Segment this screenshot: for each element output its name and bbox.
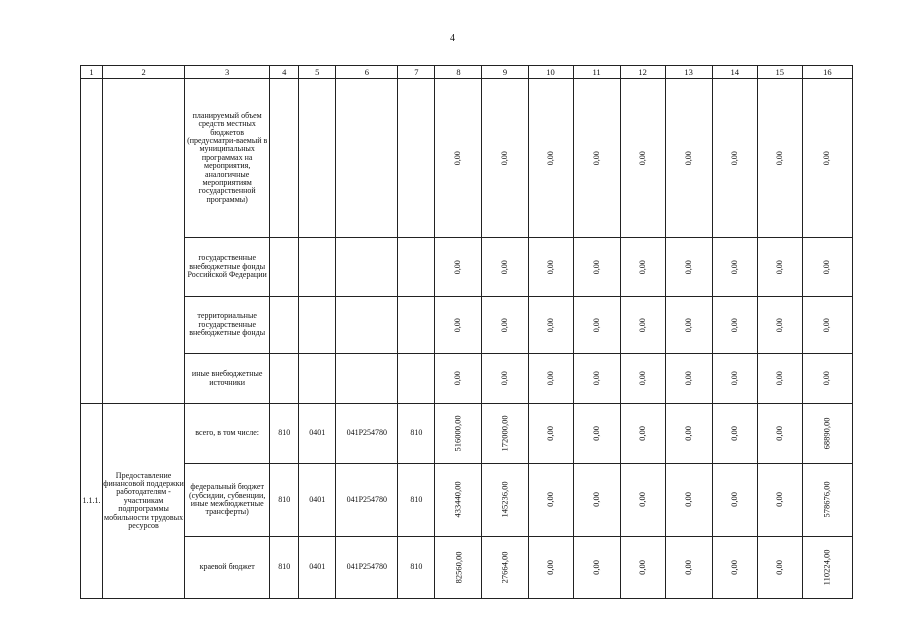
value-cell xyxy=(712,404,757,464)
value-text: 145236,00 xyxy=(499,481,510,518)
code-cell xyxy=(299,297,336,354)
column-header: 4 xyxy=(270,66,299,79)
column-header: 1 xyxy=(81,66,103,79)
value-text: 0,00 xyxy=(683,425,694,441)
value-cell xyxy=(665,297,712,354)
funding-source: федеральный бюджет (субсидии, субвенции, иные межбюджетные трансферты) xyxy=(185,464,270,537)
value-cell xyxy=(620,297,665,354)
value-text: 578676,00 xyxy=(821,481,832,518)
code-cell xyxy=(270,354,299,404)
value-cell xyxy=(757,537,802,599)
value-cell xyxy=(435,354,482,404)
code-cell: 810 xyxy=(270,464,299,537)
value-cell xyxy=(665,404,712,464)
value-text: 82560,00 xyxy=(452,551,463,584)
column-header: 12 xyxy=(620,66,665,79)
table-row xyxy=(81,79,853,238)
table-row xyxy=(81,404,853,464)
code-cell: 041P254780 xyxy=(336,537,398,599)
value-cell xyxy=(482,297,528,354)
code-cell: 810 xyxy=(270,537,299,599)
value-cell xyxy=(435,297,482,354)
value-text: 0,00 xyxy=(637,425,648,441)
code-cell xyxy=(299,238,336,297)
value-text: 0,00 xyxy=(453,371,463,386)
value-text: 0,00 xyxy=(591,371,601,386)
funding-source: иные внебюджетные источники xyxy=(185,354,270,404)
value-cell xyxy=(482,404,528,464)
funding-source: всего, в том числе: xyxy=(185,404,270,464)
value-text: 0,00 xyxy=(729,317,739,332)
value-text: 433440,00 xyxy=(452,481,463,518)
value-text: 0,00 xyxy=(637,371,647,386)
value-cell xyxy=(757,404,802,464)
code-cell: 810 xyxy=(270,404,299,464)
value-cell xyxy=(712,464,757,537)
code-cell: 0401 xyxy=(299,537,336,599)
value-cell xyxy=(435,537,482,599)
value-text: 0,00 xyxy=(774,150,784,165)
value-cell xyxy=(528,464,573,537)
value-cell xyxy=(757,354,802,404)
value-cell xyxy=(528,354,573,404)
value-cell xyxy=(712,297,757,354)
code-cell xyxy=(336,354,398,404)
value-cell xyxy=(757,464,802,537)
column-header: 11 xyxy=(573,66,620,79)
code-cell xyxy=(398,354,435,404)
value-text: 0,00 xyxy=(637,492,648,508)
value-cell xyxy=(802,79,852,238)
value-text: 0,00 xyxy=(499,150,509,165)
value-text: 0,00 xyxy=(822,259,832,274)
code-cell: 810 xyxy=(398,404,435,464)
value-text: 0,00 xyxy=(774,259,784,274)
value-cell xyxy=(528,297,573,354)
table-row xyxy=(81,537,853,599)
value-cell xyxy=(528,79,573,238)
value-cell xyxy=(482,79,528,238)
value-text: 27664,00 xyxy=(499,551,510,584)
value-text: 0,00 xyxy=(683,492,694,508)
column-header: 10 xyxy=(528,66,573,79)
value-text: 0,00 xyxy=(453,317,463,332)
value-cell xyxy=(482,354,528,404)
code-cell xyxy=(398,238,435,297)
code-cell: 0401 xyxy=(299,404,336,464)
value-cell xyxy=(573,79,620,238)
value-text: 0,00 xyxy=(545,425,556,441)
column-header: 16 xyxy=(802,66,852,79)
table-row xyxy=(81,354,853,404)
page-number: 4 xyxy=(450,33,455,44)
value-cell xyxy=(573,464,620,537)
value-text: 0,00 xyxy=(637,317,647,332)
value-text: 0,00 xyxy=(729,371,739,386)
value-cell xyxy=(573,537,620,599)
value-cell xyxy=(712,354,757,404)
code-cell xyxy=(270,238,299,297)
value-cell xyxy=(620,354,665,404)
value-cell xyxy=(802,354,852,404)
value-cell xyxy=(528,404,573,464)
header-row xyxy=(81,66,853,79)
code-cell xyxy=(398,79,435,238)
value-text: 0,00 xyxy=(545,317,555,332)
value-text: 0,00 xyxy=(637,150,647,165)
column-header: 6 xyxy=(336,66,398,79)
item-description: Предоставление финансовой поддержки работодателям - участникам подпрограммы мобильности трудовых ресурсов xyxy=(103,404,185,599)
value-text: 0,00 xyxy=(822,317,832,332)
code-cell xyxy=(299,79,336,238)
value-text: 0,00 xyxy=(683,259,693,274)
value-text: 0,00 xyxy=(774,371,784,386)
value-text: 0,00 xyxy=(637,259,647,274)
funding-source: территориальные государственные внебюджетные фонды xyxy=(185,297,270,354)
funding-source: планируемый объем средств местных бюджетов (предусматри-ваемый в муниципальных программах на мероприятия, аналогичные мероприятиям государственной программы) xyxy=(185,79,270,238)
value-text: 0,00 xyxy=(683,317,693,332)
value-cell xyxy=(665,79,712,238)
code-cell: 810 xyxy=(398,464,435,537)
value-text: 0,00 xyxy=(591,425,602,441)
code-cell xyxy=(336,238,398,297)
value-cell xyxy=(620,404,665,464)
value-text: 0,00 xyxy=(683,559,694,575)
value-text: 0,00 xyxy=(545,559,556,575)
code-cell xyxy=(398,297,435,354)
value-cell xyxy=(802,537,852,599)
code-cell: 041P254780 xyxy=(336,404,398,464)
value-text: 0,00 xyxy=(591,259,601,274)
value-text: 68890,00 xyxy=(821,417,832,450)
value-text: 0,00 xyxy=(774,317,784,332)
column-header: 3 xyxy=(185,66,270,79)
value-text: 0,00 xyxy=(683,371,693,386)
value-text: 0,00 xyxy=(774,492,785,508)
value-cell xyxy=(620,79,665,238)
value-text: 0,00 xyxy=(545,492,556,508)
value-cell xyxy=(482,238,528,297)
value-text: 0,00 xyxy=(499,371,509,386)
value-cell xyxy=(620,537,665,599)
value-text: 0,00 xyxy=(729,150,739,165)
value-cell xyxy=(528,238,573,297)
column-header: 13 xyxy=(665,66,712,79)
value-text: 516000,00 xyxy=(452,415,463,452)
value-cell xyxy=(435,238,482,297)
value-cell xyxy=(802,238,852,297)
value-cell xyxy=(482,464,528,537)
value-cell xyxy=(665,354,712,404)
value-cell xyxy=(757,297,802,354)
code-cell: 810 xyxy=(398,537,435,599)
table-row xyxy=(81,464,853,537)
funding-source: краевой бюджет xyxy=(185,537,270,599)
value-cell xyxy=(802,297,852,354)
description-cell xyxy=(103,79,185,404)
value-cell xyxy=(573,238,620,297)
column-header: 5 xyxy=(299,66,336,79)
value-cell xyxy=(620,238,665,297)
value-cell xyxy=(435,464,482,537)
value-text: 0,00 xyxy=(822,371,832,386)
value-text: 172000,00 xyxy=(499,415,510,452)
value-text: 0,00 xyxy=(729,559,740,575)
column-header: 15 xyxy=(757,66,802,79)
code-cell xyxy=(299,354,336,404)
value-text: 0,00 xyxy=(453,150,463,165)
value-text: 0,00 xyxy=(591,559,602,575)
code-cell: 0401 xyxy=(299,464,336,537)
value-text: 0,00 xyxy=(774,559,785,575)
value-text: 110224,00 xyxy=(821,549,832,586)
value-cell xyxy=(435,79,482,238)
value-cell xyxy=(665,537,712,599)
code-cell xyxy=(336,297,398,354)
column-header: 8 xyxy=(435,66,482,79)
code-cell xyxy=(336,79,398,238)
column-header: 14 xyxy=(712,66,757,79)
value-text: 0,00 xyxy=(545,371,555,386)
value-text: 0,00 xyxy=(545,150,555,165)
value-text: 0,00 xyxy=(591,492,602,508)
code-cell: 041P254780 xyxy=(336,464,398,537)
column-header: 7 xyxy=(398,66,435,79)
code-cell xyxy=(270,297,299,354)
value-cell xyxy=(712,79,757,238)
value-cell xyxy=(573,354,620,404)
value-text: 0,00 xyxy=(591,317,601,332)
code-cell xyxy=(270,79,299,238)
value-text: 0,00 xyxy=(774,425,785,441)
item-number: 1.1.1. xyxy=(81,404,103,599)
value-text: 0,00 xyxy=(729,425,740,441)
value-cell xyxy=(712,238,757,297)
value-cell xyxy=(802,464,852,537)
value-text: 0,00 xyxy=(499,317,509,332)
value-cell xyxy=(757,238,802,297)
value-cell xyxy=(620,464,665,537)
value-cell xyxy=(802,404,852,464)
value-cell xyxy=(573,297,620,354)
value-text: 0,00 xyxy=(499,259,509,274)
value-text: 0,00 xyxy=(453,259,463,274)
value-text: 0,00 xyxy=(822,150,832,165)
value-cell xyxy=(573,404,620,464)
value-text: 0,00 xyxy=(637,559,648,575)
funding-source: государственные внебюджетные фонды Российской Федерации xyxy=(185,238,270,297)
value-cell xyxy=(712,537,757,599)
column-header: 2 xyxy=(103,66,185,79)
value-text: 0,00 xyxy=(591,150,601,165)
value-text: 0,00 xyxy=(729,259,739,274)
column-header: 9 xyxy=(482,66,528,79)
value-text: 0,00 xyxy=(545,259,555,274)
value-cell xyxy=(665,464,712,537)
value-cell xyxy=(665,238,712,297)
table-row xyxy=(81,238,853,297)
budget-table xyxy=(80,65,853,599)
number-cell xyxy=(81,79,103,404)
value-text: 0,00 xyxy=(683,150,693,165)
value-cell xyxy=(482,537,528,599)
value-cell xyxy=(435,404,482,464)
value-text: 0,00 xyxy=(729,492,740,508)
value-cell xyxy=(528,537,573,599)
table-row xyxy=(81,297,853,354)
value-cell xyxy=(757,79,802,238)
